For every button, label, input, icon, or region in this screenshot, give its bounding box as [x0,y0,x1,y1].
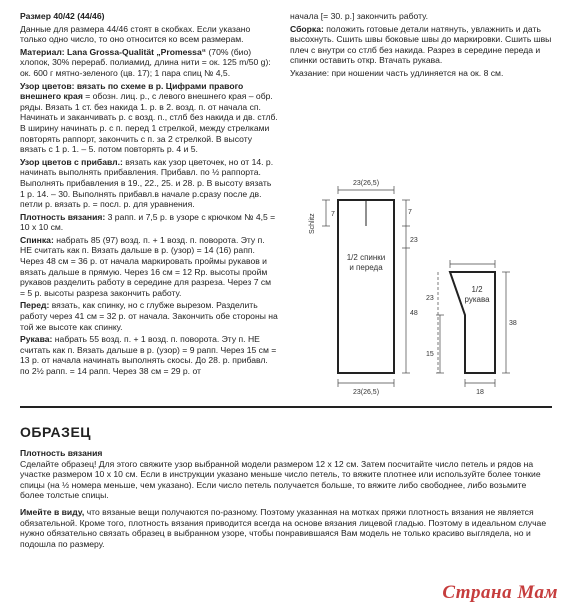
back-paragraph [20,235,278,299]
gauge-paragraph [20,212,278,233]
right-48-label: 48 [410,310,418,317]
gauge-section [20,448,552,555]
section-divider [20,406,552,408]
gauge-body: Сделайте образец! Для этого свяжите узор выбранной модели размером 12 х 12 см. Затем посчитайте число петель и рядов на участке размером 10 х 10 см. Если в инструкции указано меньше число петель, то вяжите плотнее или используйте более тонкие спицы (на ½ номера меньше, чем указано). Если число петель получается больше, то вяжите либо свободнее, либо возьмите более толстые спицы. [20,458,541,501]
flower-increase-text: вязать как узор цветочек, но от 14. р. начинать выполнять прибавления. Прибавл. по ½ раппорта. Выполнять прибавления в 19., 22., 25. и 28. р. В высоту вязать 1 р. 14. – 30. Выполнять прибавл.в начале р.сразу после дв. петли р. вязать р. = посл. р. для уравнения. [20,156,274,210]
flower-paragraph [20,81,278,155]
slit-label: Schlitz [309,213,316,234]
sleeve-23-label: 23 [426,295,434,302]
materials-paragraph [20,47,278,79]
note-text: Указание: при ношении часть удлиняется на ок. 8 см. [290,67,504,78]
size-title: Размер 40/42 (44/46) [20,11,105,21]
sleeve-continuation: начала [= 30. р.] закончить работу. [290,11,428,21]
instructions-left-column [20,11,278,379]
mind-block [20,507,552,549]
body-label-line2: и переда [349,263,383,272]
sleeve-15-label: 15 [426,351,434,358]
sleeve-38-label: 38 [509,320,517,327]
gauge-label: Плотность вязания: [20,211,106,222]
mind-label: Имейте в виду, [20,506,85,517]
top-width-label: 23(26,5) [352,180,380,187]
left-7-label: 7 [331,211,335,218]
sleeve-bottom-label: 18 [476,389,484,396]
sleeve-label: Рукава: [20,334,53,345]
front-text: вязать, как спинку, но с глубже вырезом. Разделить работу через 41 см = 32 р. от начала. Закончить обе стороны на той же высоте как спинку. [20,300,278,332]
gauge-block [20,448,552,501]
watermark-logo: Страна Мам [442,582,558,603]
back-label: Спинка: [20,234,54,245]
right-7-label: 7 [408,209,412,216]
back-text: набрать 85 (97) возд. п. + 1 возд. п. поворота. Эту п. НЕ считать как п. Вязать дальше в р. (узор) = 14 (16) рапп. Через 48 см = 36 р. от начала маркировать проймы рукавов и вязать дальше в прямую. Через 16 см = 12 Rp. высоты пройм рукавов разделить работу в середине для разреза. Через 7 см = 5 р. высоты разреза закончить работу. [20,234,272,298]
sleeve-text: набрать 55 возд. п. + 1 возд. п. поворота. Эту п. НЕ считать как п. Вязать дальше в р. (узор) = 9 рапп. Через 15 см = 13 р. от начала начинать выполнять скосы. До 28. р. прибавл. по 2½ рапп. = 14 рапп. Через 38 см = 29 р. от [20,334,277,376]
flower-label: Узор цветов: вязать по схеме в р. Цифрами правого внешнего края [20,80,244,102]
gauge-text: 3 рапп. и 7,5 р. в узоре с крючком № 4,5 = 10 x 10 см. [20,211,276,233]
assembly-paragraph [290,24,552,66]
gauge-heading: Плотность вязания [20,448,103,458]
schematic-diagram [290,160,552,400]
right-23-label: 23 [410,237,418,244]
flower-increase-label: Узор цветов с прибавл.: [20,156,123,167]
assembly-text: положить готовые детали натянуть, увлажнить и дать высохнуть. Сшить швы боковые швы до маркировки. Сшить швы плеч с внутри со стлб без накида. Разрез в середине переда и спинки оставить откр. Втачать рукава. [290,23,552,66]
flower-text: = обозн. лиц. р., с левого внешнего края – обр. ряды. Вязать 1 ст. без накида 1. р. в 2. возд. п. от начала сп. Начинать и заканчивать р. с возд. п., стлб без накида и дв. стлб. В ширину начинать р. с п. перед 1 стрелкой, между стрелками повторять раппорт, закончить с п. за 2 стрелкой. В высоту вязать с 1 р. 1. – 5. потом повторять р. 4 и 5. [20,91,278,155]
materials-text: (70% (био) хлопок, 30% перераб. полиамид, длина нити = ок. 125 m/50 g): ок. 600 г мятно-зеленого (цв. 17); 1 пара спиц № 4,5. [20,46,271,78]
body-piece [309,180,418,396]
front-paragraph [20,300,278,332]
sleeve-label-line1: 1/2 [471,285,483,294]
section-title: ОБРАЗЕЦ [20,424,92,440]
sleeve-paragraph [20,334,278,376]
mind-body: что вязаные вещи получаются по-разному. Поэтому указанная на мотках пряжи плотность вязания не является обязательной. Кроме того, плотность вязания приводится всегда на основе вязания лицевой гладью. Поэтому в идеальном случае нужно обязательно связать образец в выбранном узоре, чтобы понравившаяся Вам модель не только красиво выглядела, но и подошла по размеру. [20,506,547,549]
sleeve-piece [426,260,517,396]
assembly-label: Сборка: [290,23,324,34]
bottom-width-label: 23(26,5) [352,389,380,396]
flower-increase-paragraph [20,157,278,210]
sleeve-label-line2: рукава [464,295,490,304]
front-label: Перед: [20,300,50,311]
body-label-line1: 1/2 спинки [346,253,386,262]
instructions-right-column [290,11,552,81]
materials-label: Материал: Lana Grossa-Qualität „Promessa“ [20,46,207,57]
size-text: Данные для размера 44/46 стоят в скобках. Если указано только одно число, то оно относится ко всем размерам. [20,23,251,45]
